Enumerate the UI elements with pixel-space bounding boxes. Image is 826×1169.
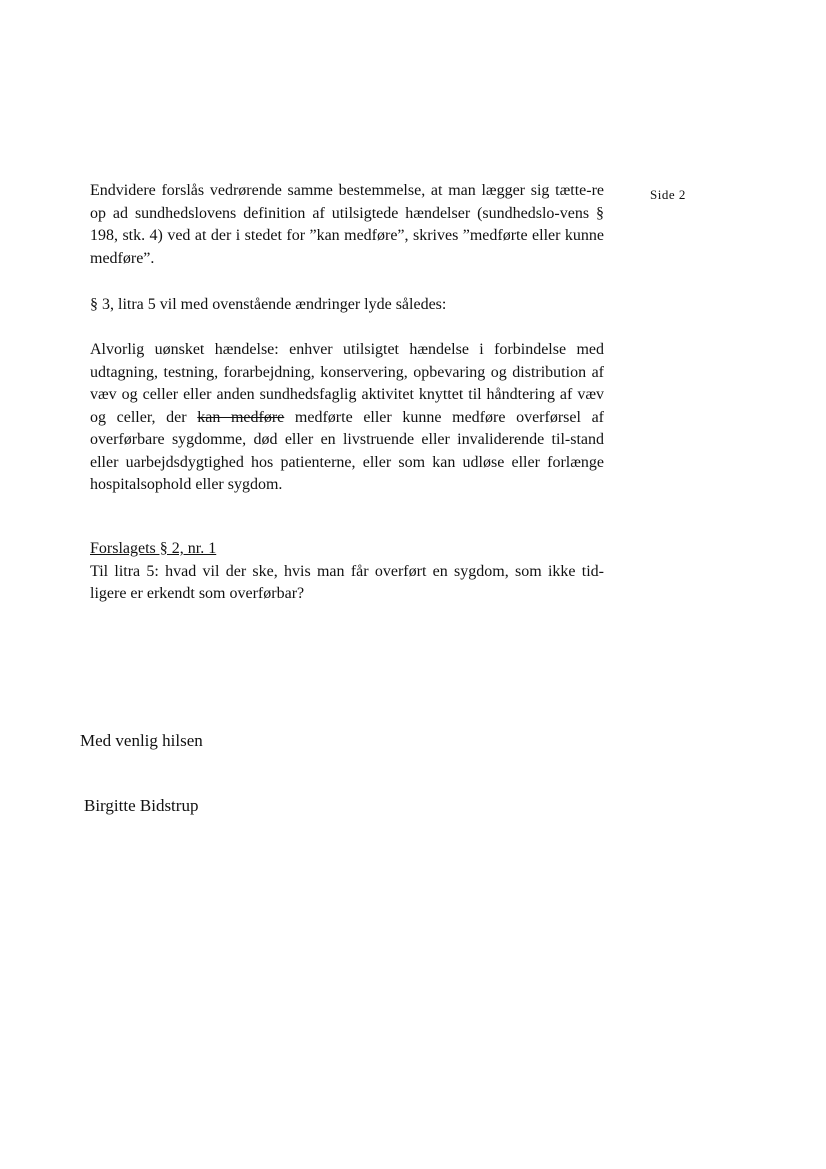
section-question: Til litra 5: hvad vil der ske, hvis man får overført en sygdom, som ikke tid-ligere er erkendt som overførbar? <box>90 562 604 602</box>
struck-text: kan medføre <box>197 408 285 426</box>
amended-text-before: Alvorlig uønsket hændelse: enhver utilsigtet hændelse i forbindelse med udtagning, testning, forarbejdning, konservering, opbevaring og distribution af væv og celler eller anden sundhedsfaglig aktivitet knyttet til håndtering af væv og celler, der <box>90 341 604 426</box>
signature-name: Birgitte Bidstrup <box>84 796 199 815</box>
paragraph-definition-proposal: Endvidere forslås vedrørende samme bestemmelse, at man lægger sig tætte-re op ad sundhedslovens definition af utilsigtede hændelser (sundhedslo-vens § 198, stk. 4) ved at der i stedet for ”kan medføre”, skrives ”medførte eller kunne medføre”. <box>90 182 604 267</box>
paragraph-amended-definition <box>90 339 604 497</box>
page-number-label: Side 2 <box>650 187 686 202</box>
amended-text-after: medførte eller kunne medføre overførsel af overførbare sygdomme, død eller en livstruende eller invaliderende til-stand eller uarbejdsdygtighed hos patienterne, eller som kan udløse eller forlænge hospitalsophold eller sygdom. <box>90 408 604 493</box>
closing-greeting: Med venlig hilsen <box>80 731 203 750</box>
section-block <box>90 538 604 606</box>
paragraph-section-intro: § 3, litra 5 vil med ovenstående ændringer lyde således: <box>90 296 447 313</box>
section-heading: Forslagets § 2, nr. 1 <box>90 540 217 557</box>
